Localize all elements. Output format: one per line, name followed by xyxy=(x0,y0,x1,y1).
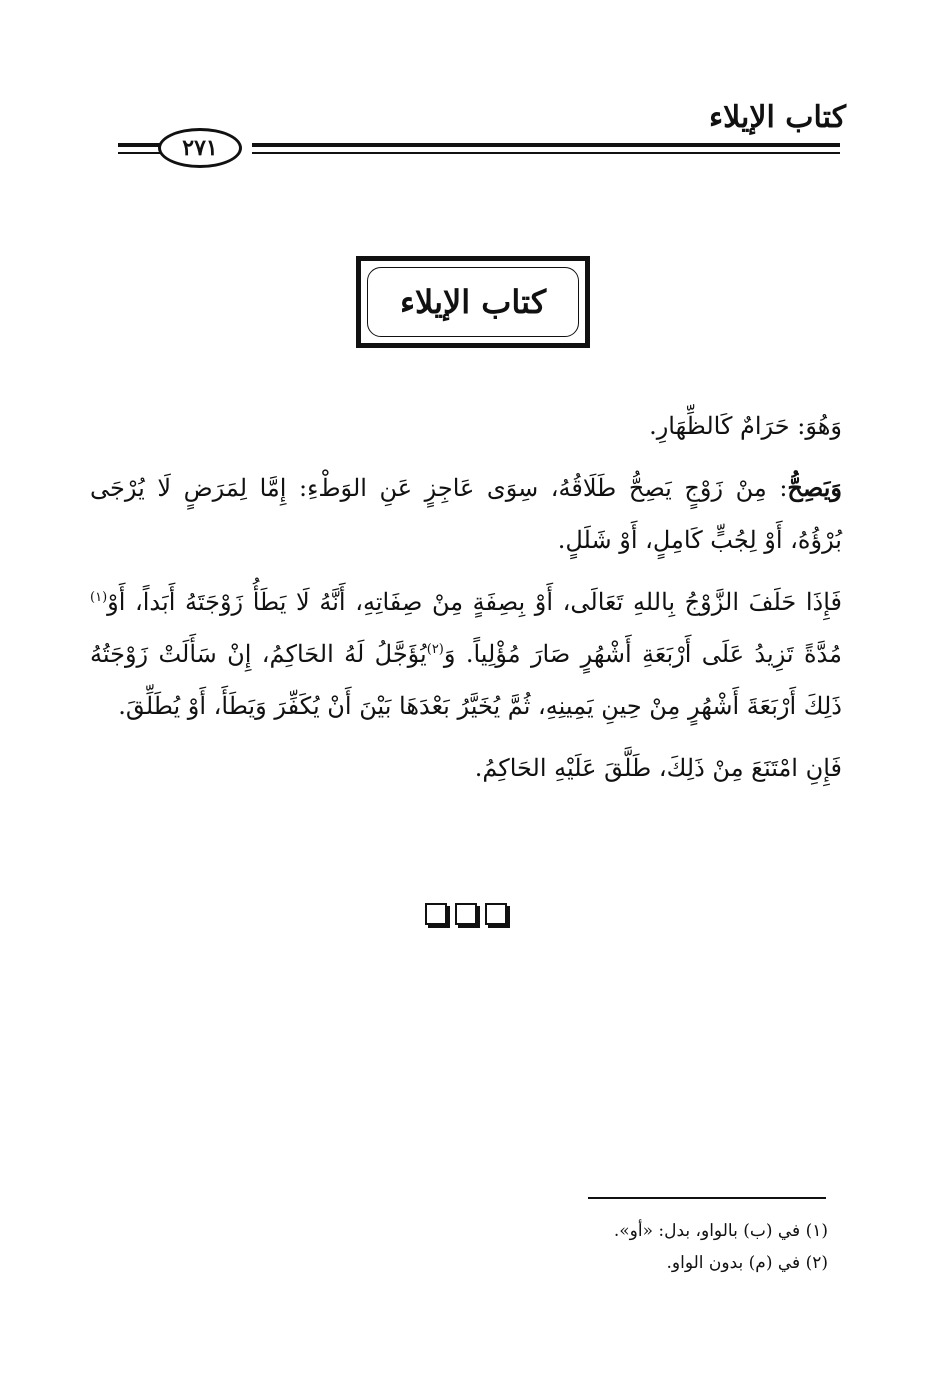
header-rule-left-thick xyxy=(118,143,162,147)
running-header-title: كتاب الإيلاء xyxy=(709,100,846,135)
paragraph-3-part-a: فَإِذَا حَلَفَ الزَّوْجُ بِاللهِ تَعَالَى، أَوْ بِصِفَةٍ مِنْ صِفَاتِهِ، أَنَّهُ لَا يَطَأُ زَوْجَتَهُ أَبَداً، أَوْ xyxy=(107,588,842,616)
paragraph-2 xyxy=(90,462,842,566)
page-number-badge xyxy=(158,128,242,168)
footnote-2: (٢) في (م) بدون الواو. xyxy=(666,1253,828,1273)
chapter-title: كتاب الإيلاء xyxy=(399,283,547,321)
ornament-square-icon xyxy=(485,903,507,925)
chapter-title-inner-frame xyxy=(367,267,579,337)
paragraph-2-lead: وَيَصِحُّ xyxy=(787,473,842,502)
footnote-ref-2: (٢) xyxy=(426,642,444,657)
footnotes xyxy=(328,1215,828,1279)
paragraph-3-part-c: يُؤَجَّلُ لَهُ الحَاكِمُ، إِنْ سَأَلَتْ زَوْجَتُهُ ذَلِكَ أَرْبَعَةَ أَشْهُرٍ مِنْ حِينِ يَمِينِهِ، ثُمَّ يُخَيَّرُ بَعْدَهَا بَيْنَ أَنْ يُكَفِّرَ وَيَطَأَ، أَوْ يُطَلِّقَ. xyxy=(90,640,842,720)
ornament-square-icon xyxy=(455,903,477,925)
header-rule-right-thin xyxy=(252,152,840,154)
header-rule-right-thick xyxy=(252,143,840,147)
paragraph-3-part-b: مُدَّةً تَزِيدُ عَلَى أَرْبَعَةِ أَشْهُرٍ صَارَ مُؤْلِياً. وَ xyxy=(443,640,842,668)
section-end-ornament xyxy=(0,903,932,925)
paragraph-1: وَهُوَ: حَرَامٌ كَالظِّهَارِ. xyxy=(649,412,842,440)
paragraph-4: فَإِنِ امْتَنَعَ مِنْ ذَلِكَ، طَلَّقَ عَلَيْهِ الحَاكِمُ. xyxy=(474,754,842,782)
chapter-title-frame xyxy=(356,256,590,348)
body-text xyxy=(90,400,842,804)
header-rule-left-thin xyxy=(118,152,162,154)
paragraph-2-text: : مِنْ زَوْجٍ يَصِحُّ طَلَاقُهُ، سِوَى عَاجِزٍ عَنِ الوَطْءِ: إِمَّا لِمَرَضٍ لَا يُرْجَى بُرْؤُهُ، أَوْ لِجُبٍّ كَامِلٍ، أَوْ شَلَلٍ. xyxy=(90,474,842,554)
page-number: ٢٧١ xyxy=(182,135,218,161)
ornament-square-icon xyxy=(425,903,447,925)
footnote-separator xyxy=(588,1197,826,1199)
footnote-1: (١) في (ب) بالواو، بدل: «أو». xyxy=(613,1221,828,1241)
paragraph-3 xyxy=(90,576,842,732)
footnote-ref-1: (١) xyxy=(90,590,108,605)
